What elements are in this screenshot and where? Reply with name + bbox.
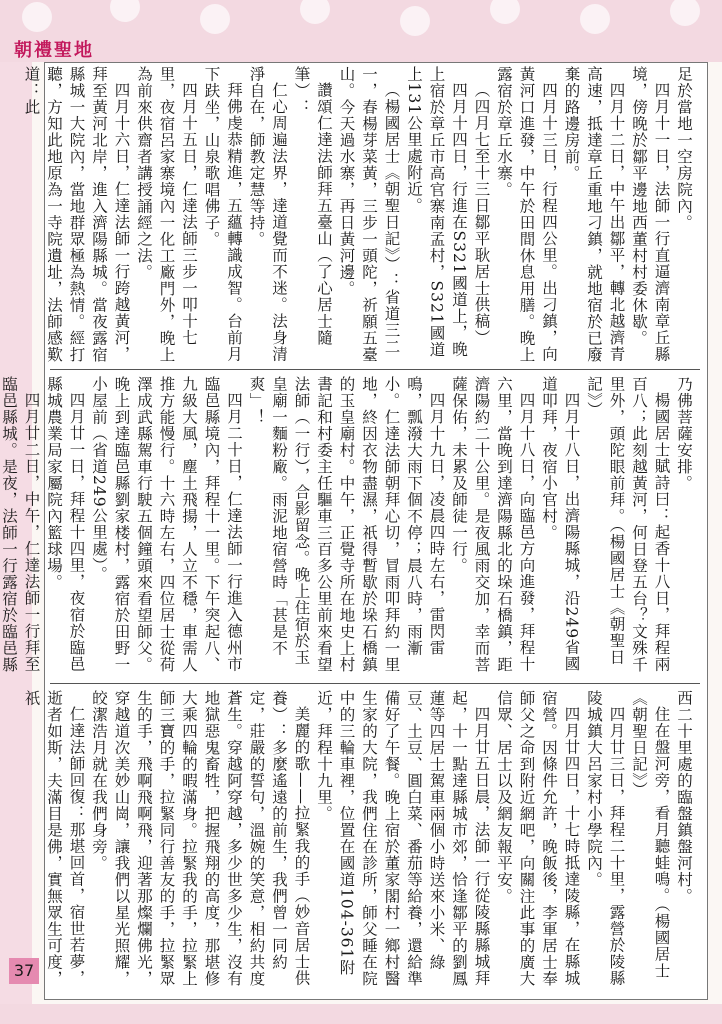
page-title: 朝禮聖地 (14, 40, 94, 61)
paragraph: （楊國居士《朝聖日記》）：省道三二一，春楊芽菜黃，三步一頭陀，祈願五臺山。今天過水寨，再日黃河邊。 (337, 66, 401, 363)
paragraph: 乃佛菩薩安排。 (675, 376, 693, 492)
flower-decoration-icon (400, 6, 430, 36)
column-divider (50, 683, 700, 684)
paragraph: 四月廿二日，中午，仁達法師一行拜至臨邑縣城。是夜，法師一行露宿於臨邑縣 (0, 376, 41, 673)
paragraph: 四月十五日，仁達法師三步一叩十七里，夜宿呂家寨境內一化工廠門外，晚上為前來供齋者講授誦經之法。 (135, 66, 198, 363)
paragraph: 仁達法師回復：那堪回首，宿世若夢，逝者如斯，夫滿目是佛，實無眾生可度，祇 (22, 690, 86, 987)
paragraph: 四月十八日，向臨邑方向進發，拜程十六里，當晚到達濟陽縣北的垛石橋鎮，距濟陽約二十公里。是夜風雨交加，幸而菩薩保佑，未累及師徒一行。 (450, 376, 536, 673)
paragraph: 四月十六日，仁達法師一行跨越黃河，拜至黃河北岸，進入濟陽縣城。當夜露宿縣城一大院內，當地群眾極為熱情。經打聽，方知此地原為一寺院遺址，法師感歎道：此 (22, 66, 131, 363)
paragraph: 西二十里處的臨盤鎮盤河村。 (675, 690, 693, 905)
flower-decoration-icon (490, 0, 520, 24)
paragraph: 四月廿三日，拜程二十里，露營於陵縣陵城鎮大呂家村小學院內。 (585, 690, 626, 986)
paragraph: （四月七至十三日鄒平耿居士供稿） (472, 81, 491, 346)
paragraph: 四月十八日，出濟陽縣城，沿249省國道叩拜，夜宿小官村。 (540, 376, 581, 672)
paragraph: 四月廿一日，拜程十四里，夜宿於臨邑縣城農業局家屬院內籃球場。 (45, 376, 86, 672)
paragraph: 楊國居士賦詩曰：起香十八日，拜程兩百八；此刻越黃河，何日登五台？文殊千里外，頭陀眼前拜。（楊國居士《朝聖日記》） (585, 376, 671, 673)
paragraph: 四月二十日，仁達法師一行進入德州市臨邑縣境內，拜程十一里。下午突起八、九級大風，塵土飛揚，人立不穩，車需人推方能慢行。十六時左右，四位居士從荷澤成武縣駕車行駛五個鐘頭來看望師父。晚上到達臨邑縣劉家楼村，露宿於田野一小屋前（省道249公里處）。 (90, 376, 243, 673)
paragraph: 四月十二日，中午出鄒平，轉北越濟青高速，抵達章丘重地刁鎮，就地宿於已廢棄的路邊房前。 (562, 66, 626, 363)
flower-decoration-icon (200, 4, 230, 34)
flower-decoration-icon (670, 0, 700, 26)
bottom-margin-strip (0, 1004, 722, 1024)
paragraph: 四月十一日，法師一行直逼濟南章丘縣境，傍晚於鄒平邊地西董村村委休歇。 (630, 66, 671, 362)
paragraph: 四月十九日，凌晨四時左右，雷閃雷鳴，瓢潑大雨下個不停；晨八時，雨漸小。仁達法師朝拜心切，冒雨叩拜約一里地，終因衣物盡濕，祇得暫歇於垛石橋鎮的玉皇廟村。中午，正覺寺所在地史上村書記和村委主任驅車三百多公里前來看望法師（一行），合影留念。晚上住宿於玉皇廟一麵粉廠。雨泥地宿營時「甚是不爽」！ (247, 376, 446, 673)
paragraph: 住在盤河旁，看月聽蛙鳴。（楊國居士《朝聖日記》） (630, 690, 671, 979)
paragraph: 仁心周遍法界，達道覺而不迷。法身清淨自在，師教定慧等持。 (247, 66, 288, 362)
paragraph: 四月廿五日晨，法師一行從陵縣縣城拜起，十一點達縣城市郊，恰逢鄒平的劉鳳蓮等四居士駕車兩個小時送來小米、綠豆、土豆、圓白菜、番茄等給養，還給準備好了午餐。晚上宿於董家閣村一鄉村醫生家的大院，我們住在診所，師父睡在院中的三輪車裡，位置在國道104-361附近，拜程十九里。 (315, 690, 491, 987)
paragraph: 讚頌仁達法師拜五臺山（了心居士隨筆）： (292, 66, 333, 346)
flower-decoration-icon (300, 0, 330, 24)
paragraph: 四月十三日，行程四公里。出刁鎮，向黃河口進發，中午於田間休息用膳。晚上露宿於章丘水寨。 (495, 66, 558, 363)
flower-decoration-icon (22, 2, 52, 32)
flower-decoration-icon (580, 4, 610, 34)
paragraph: 四月十四日，行進在S321國道上，晚上宿於章丘市高官寨南孟村，S321國道上131公里處附近。 (405, 66, 468, 358)
flower-decoration-icon (110, 0, 140, 22)
page-number: 37 (9, 958, 39, 984)
paragraph: 四月廿四日，十七時抵達陵縣，在縣城宿營。因條件允許，晚飯後，李軍居士奉師父之命到附近網吧，向關注此事的廣大信眾、居士以及網友報平安。 (495, 690, 581, 987)
paragraph: 拜佛虔恭精進，五蘊轉識成智。台前月下趺坐，山泉歌唱佛子。 (202, 66, 243, 362)
header-banner (0, 0, 722, 62)
paragraph: 足於當地一空房院內。 (675, 66, 693, 231)
text-block-middle (0, 376, 695, 680)
text-block-top (22, 66, 695, 370)
paragraph: 美麗的歌——拉緊我的手（妙音居士供養）：多麼遙遠的前生，我們曾一同約定，莊嚴的誓句，溫婉的笑意，相約共度蒼生。穿越阿穿越，多少世多少生，沒有地獄惡鬼畜牲，把握飛翔的高度，那堪修大乘四輪的暇滿身。拉緊我的手，拉緊上師三寶的手，拉緊同行善友的手，拉緊眾生的手，飛啊飛啊飛，迎著那燦爛佛光，穿越道次美妙山崗，讓我們以星光照耀，皎潔浩月就在我們身旁。 (90, 690, 311, 987)
